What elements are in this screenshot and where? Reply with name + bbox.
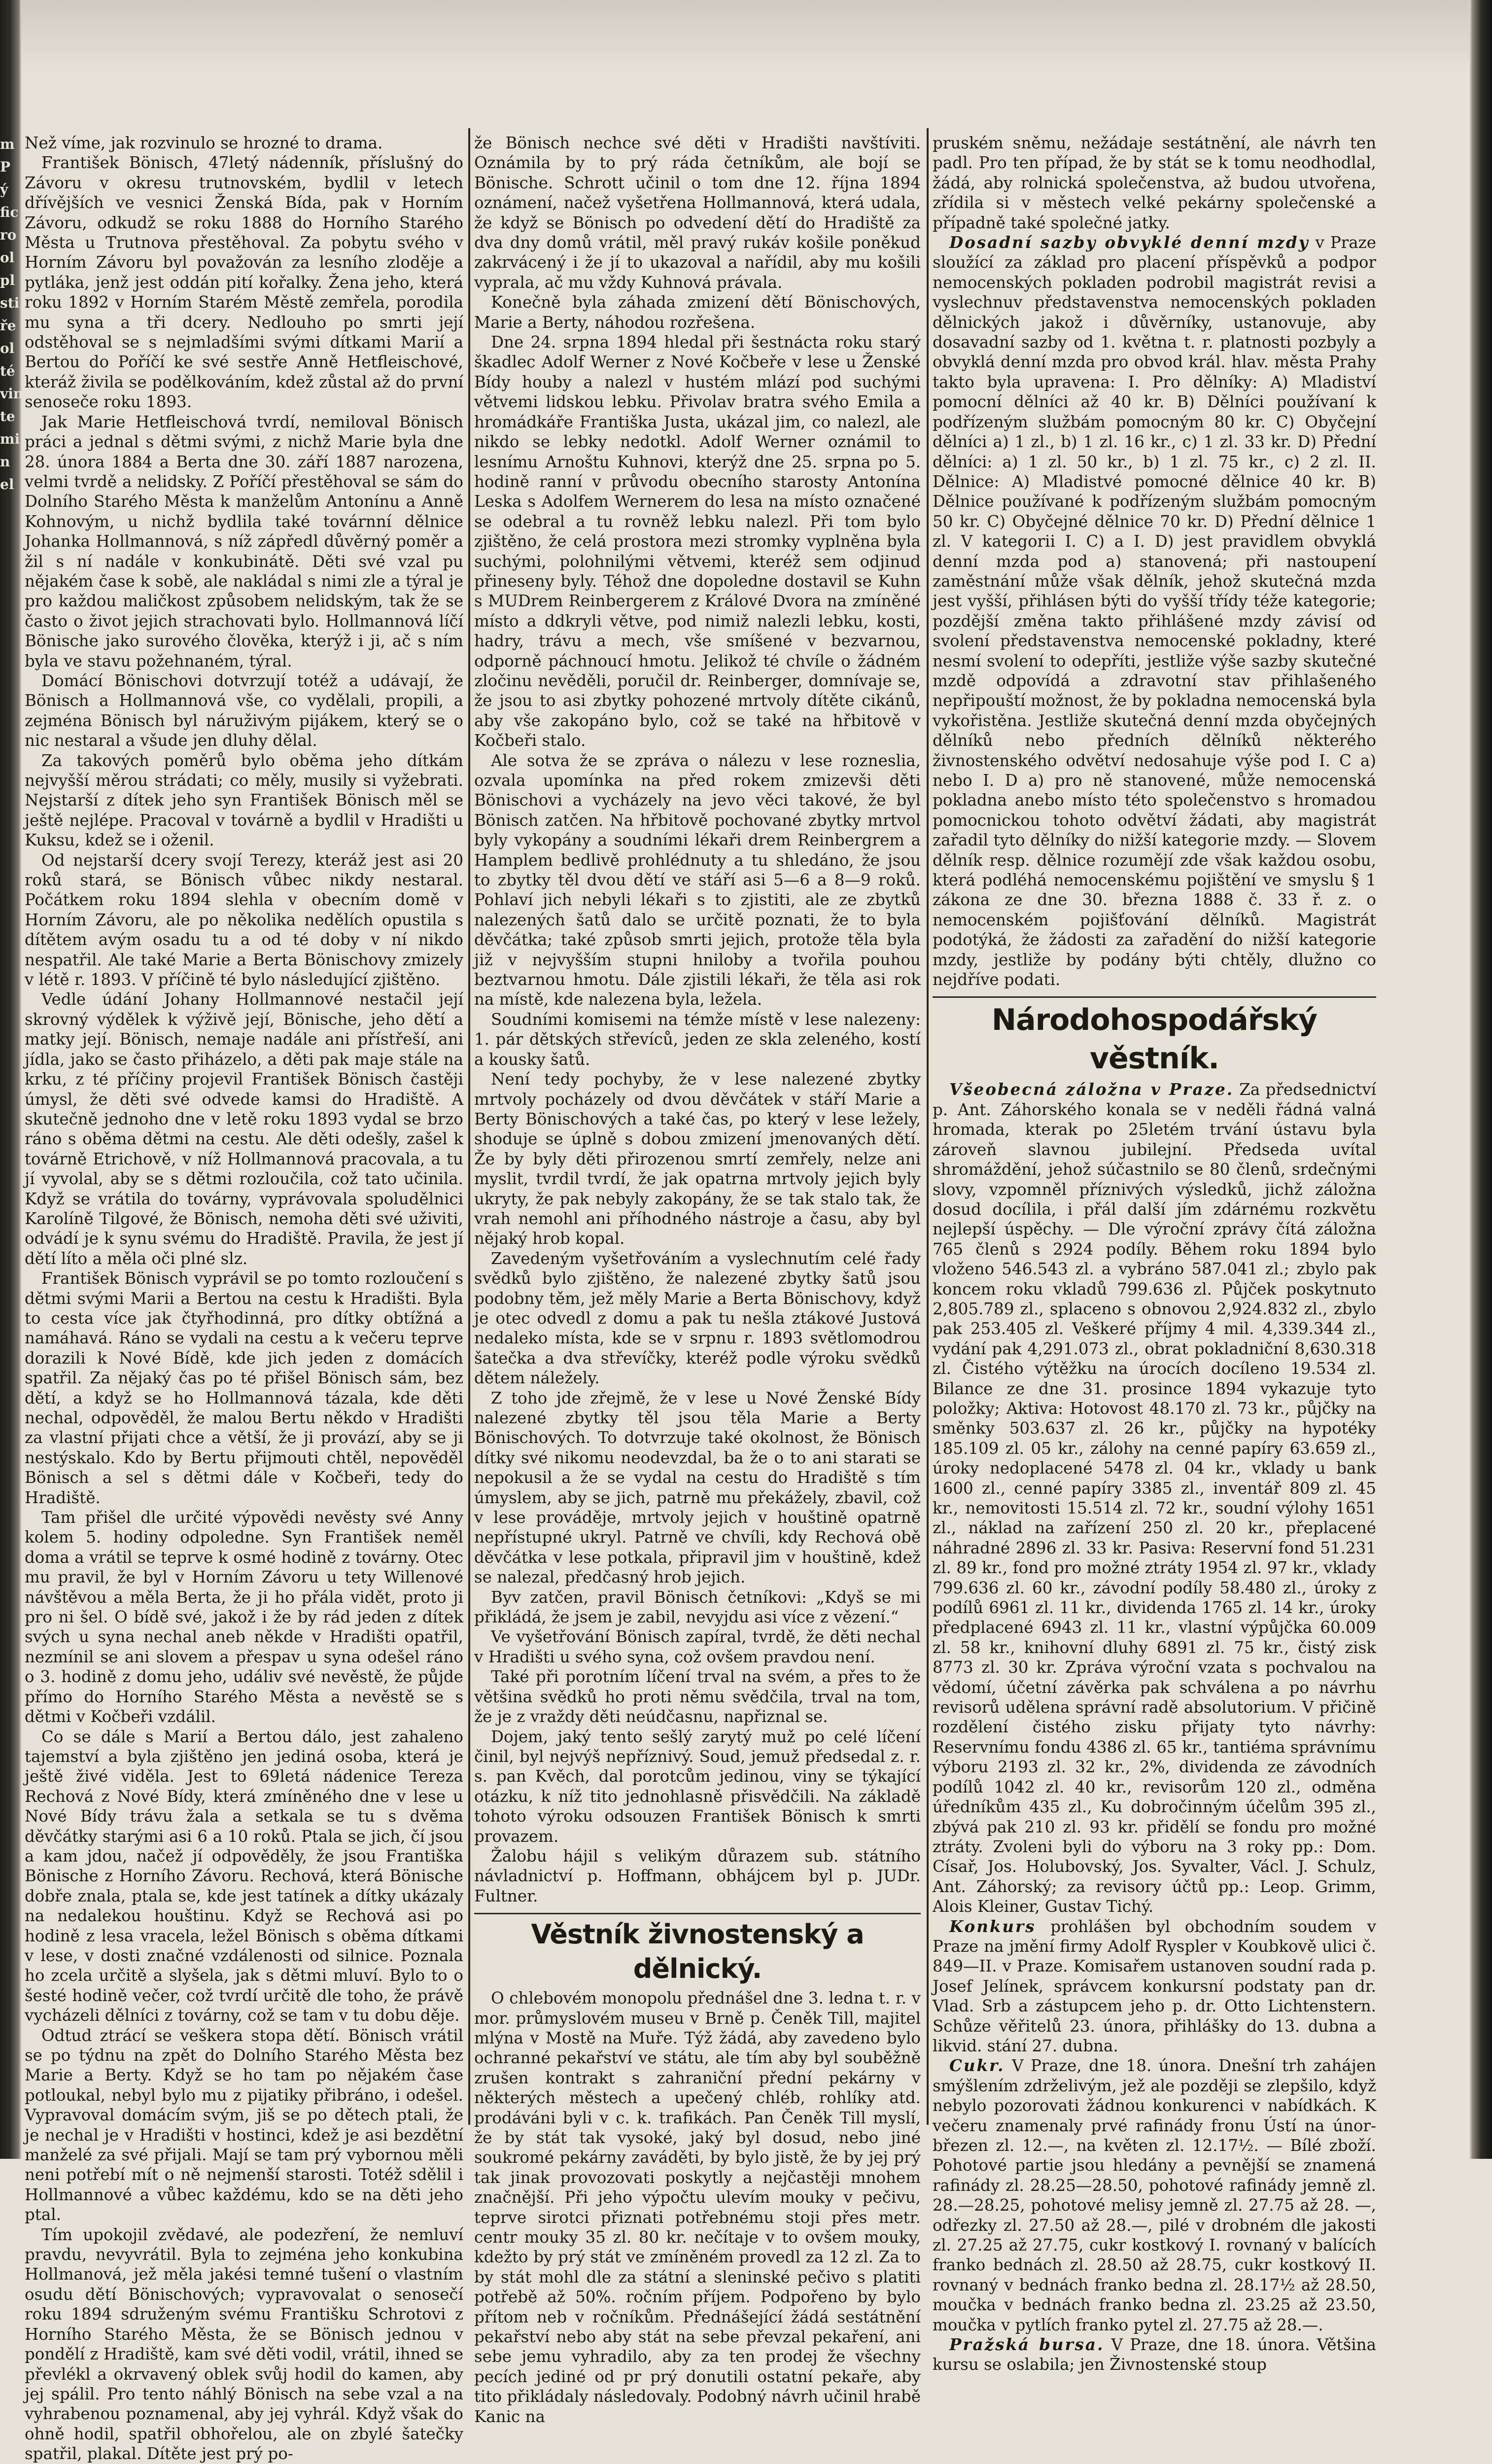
- section-masthead: Národohospodářský věstník.: [933, 996, 1376, 1078]
- paragraph-text: Není tedy pochyby, že v lese nalezené zbytky mrtvoly pocházely od dvou děvčátek v stáří Marie a Berty Bönischových a také čas, po který v lese ležely, shoduje se úplně s dobou zmizení jmenovaných dětí. Že by byly děti přirozenou smrtí zemřely, nelze ani myslit, tvrdil tvrdí, že jak opatrna mrtvoly jejich byly ukryty, že pak nebyly zakopány, že se tak stalo tak, že vrah nemohl ani příhodného nástroje a času, aby byl nějaký hrob kopal.: [474, 1070, 921, 1248]
- article-paragraph: [25, 850, 463, 990]
- paragraph-heading: Konkurs: [949, 1916, 1036, 1936]
- paragraph-text: prohlášen byl obchodním soudem v Praze na jmění firmy Adolf Ryspler v Koubkově ulici č. 849—II. v Praze. Komisařem ustanoven soudní rada p. Josef Jelínek, správcem konkursní podstaty pan dr. Vlad. Srb a zástupcem jeho p. dr. Otto Lichtenstern. Schůze věřitelů 23. února, přihlášky do 13. dubna a likvid. stání 27. dubna.: [933, 1917, 1376, 2055]
- left-margin-sliver: m P ý fic ro ol pl sti ře ol té vin te mi n el: [0, 136, 24, 493]
- paragraph-heading: Všeobecná záložna v Praze.: [949, 1080, 1234, 1099]
- paragraph-text: Také při porotním líčení trval na svém, a přes to že většina svědků ho proti němu svědčila, trval na tom, že je z vraždy děti neúdčasnu, napřiznal se.: [474, 1667, 921, 1726]
- paragraph-text: Žalobu hájil s velikým důrazem sub. státního návladnictví p. Hoffmann, obhájcem byl p. JUDr. Fultner.: [474, 1846, 921, 1905]
- article-paragraph: [933, 233, 1376, 989]
- paragraph-text: O chlebovém monopolu přednášel dne 3. ledna t. r. v mor. průmyslovém museu v Brně p. Čeněk Till, majitel mlýna v Mostě na Muře. Týž žádá, aby zavedeno bylo ochranné pekařství ve státu, ale tím aby byl souběžně zrušen kontrakt s zahraniční přední pekárny v některých městech a upečený chléb, rohlíky atd. prodáváni byli v c. k. trafikách. Pan Čeněk Till myslí, že by stát tak vysoké, jaký byl dosud, nebo jiné soukromé pekárny zaváděti, by bylo jistě, že by jej prý tak jinak provozovati poskytly a nejčastěji mnohem značnější. Při jeho výpočtu ulevím mouky v pečivu, teprve sirotci přiznati potřebnému stoji přes metr. centr mouky 35 zl. 80 kr. nečítaje v to ovšem mouky, kdežto by prý stát ve zmíněném provedl za 12 zl. Za to by stát mohl dle za státní a sleninské pečivo s platiti potřebě až 50%. ročním příjem. Podpořeno by bylo přítom neb v ročníkům. Přednášející žádá sestátnění pekařství nebo aby stát na sebe převzal pekaření, ani sebe jemu vyhradilo, aby za ten prodej že všechny pecích jediné od pr prý donutili ostatní pekaře, aby tito přikládaly následovaly. Podobný návrh učinil hrabě Kanic na: [474, 1989, 921, 2426]
- article-paragraph: [25, 133, 463, 153]
- paragraph-text: František Bönisch, 47letý nádenník, příslušný do Závoru v okresu trutnovském, bydlil v letech dřívějších ve vesnici Ženská Bída, pak v Horním Závoru, odkudž se roku 1888 do Horního Starého Města u Trutnova přestěhoval. Za pobytu svého v Horním Závoru byl považován za lesního zloděje a pytláka, jenž jest oddán pití kořalky. Žena jeho, která roku 1892 v Horním Starém Městě zemřela, porodila mu syna a tři dcery. Nedlouho po smrti její odstěhoval se s nejmladšími svými dítkami Marií a Bertou do Poříčí ke své sestře Anně Hetfleischové, kteráž živila se podělkováním, kdež zůstal až do první senoseče roku 1893.: [25, 153, 463, 412]
- paragraph-text: Co se dále s Marií a Bertou dálo, jest zahaleno tajemství a byla zjištěno jen jediná osoba, která je ještě živé viděla. Jest to 69letá nádenice Tereza Rechová z Nové Bídy, která zmíněného dne v lese u Nové Bídy trávu žala a setkala se tu s dvěma děvčátky starými asi 6 a 10 roků. Ptala se jich, čí jsou a kam jdou, načež jí odpověděly, že jsou Františka Bönische z Horního Závoru. Rechová, která Bönische dobře znala, ptala se, kde jest tatínek a dítky ukázaly na nedalekou houštinu. Když se Rechová asi po hodině z lesa vracela, ležel Bönisch s oběma dítkami v lese, v dosti značné vzdálenosti od silnice. Poznala ho zcela určitě a slyšela, jak s dětmi mluví. Bylo to o šesté hodině večer, což tvrdí určitě dle toho, že právě vycházeli dělníci z továrny, což se tam v tu dobu děje.: [25, 1727, 463, 2025]
- paragraph-text: Konečně byla záhada zmizení dětí Bönischových, Marie a Berty, náhodou rozřešena.: [474, 293, 921, 332]
- paragraph-text: pruském sněmu, nežádaje sestátnění, ale návrh ten padl. Pro ten případ, že by stát se k tomu neodhodlal, žádá, aby rolnická společenstva, až budou utvořena, zřídila si v městech velké pekárny společenské a případně také společné jatky.: [933, 134, 1376, 232]
- paragraph-text: Z toho jde zřejmě, že v lese u Nové Ženské Bídy nalezené zbytky těl jsou těla Marie a Berty Bönischových. To dotvrzuje také okolnost, že Bönisch dítky své nikomu neodevzdal, ba že o to ani starati se nepokusil a že se vydal na cestu do Hradiště s tím úmyslem, aby se jich, patrně mu překážely, zbavil, což v lese prováděje, mrtvoly jejich v houštině opatrně nepřístupné ukryl. Patrně ve chvíli, kdy Rechová obě děvčátka v lese potkala, připravil jim v houštině, kdež se nalezal, předčasný hrob jejich.: [474, 1388, 921, 1587]
- article-paragraph: [933, 1080, 1376, 1916]
- paragraph-text: Tím upokojil zvědavé, ale podezření, že nemluví pravdu, nevyvrátil. Byla to zejména jeho konkubina Hollmanová, jež měla jakési temné tušení o vlastním osudu dětí Bönischových; vypravovalat o senosečí roku 1894 sdruženým svému Františku Schrotovi z Horního Starého Města, že se Bönisch jednou v pondělí z Hradiště, kam své děti vodil, vrátil, ihned se převlékl a okrvavený oblek svůj hodil do kamen, aby jej spálil. Pro tento náhlý Bönisch na sebe vzal a na vyhrabenou poznamenal, aby jej vyhrál. Když však do ohně hodil, spatřil obhořelou, ale on zbylé šatečky spatřil, plakal. Dítěte jest prý po-: [25, 2225, 463, 2464]
- paragraph-text: Dojem, jaký tento sešlý zarytý muž po celé líčení činil, byl nejvýš nepříznivý. Soud, jemuž předsedal z. r. s. pan Kvěch, dal porotcům jedinou, viny se týkající otázku, k níž tito jednohlasně přisvědčili. Na základě tohoto výroku odsouzen František Bönisch k smrti provazem.: [474, 1727, 921, 1846]
- scan-top-shade: [0, 0, 1492, 74]
- paragraph-text: v Praze sloužící za základ pro placení příspěvků a podpor nemocenských pokladen podrobil magistrát revisi a vyslechnuv představenstva nemocenských pokladen dělnických jakož i důvěrníky, ustanovuje, aby dosavadní sazby od 1. května t. r. platnosti pozbyly a obvyklá denní mzda pro obvod král. hlav. města Prahy takto byla upravena: I. Pro dělníky: A) Mladiství pomocní dělníci až 40 kr. B) Dělníci používaní k podřízeným službám pomocným 80 kr. C) Obyčejní dělníci a) 1 zl., b) 1 zl. 16 kr., c) 1 zl. 33 kr. D) Přední dělníci: a) 1 zl. 50 kr., b) 1 zl. 75 kr., c) 2 zl. II. Dělnice: A) Mladistvé pomocné dělnice 40 kr. B) Dělnice používané k podřízeným službám pomocným 50 kr. C) Obyčejné dělnice 70 kr. D) Přední dělnice 1 zl. V kategorii I. C) a I. D) jest pravidlem obvyklá denní mzda pod a) stanovená; při nastoupení zaměstnání může však dělník, jehož skutečná mzda jest vyšší, přihlásen býti do vyšší třídy téže kategorie; pozdější změna takto přihlášené mzdy závisí od svolení představenstva nemocenské pokladny, které nesmí svolení to odepříti, jestliže výše sazby skutečné mzdě odpovídá a zdravotní stav přihlašeného nepřipouští možnost, že by pokladna nemocenská byla vykořistěna. Jestliže skutečná denní mzda obyčejných dělníků nebo předních dělníků některého živnostenského odvětví nedosahuje výše pod I. C a) nebo I. D a) pro ně stanovené, může nemocenská pokladna anebo místo této společenstvo s hromadou pomocnickou tohoto odvětví žádati, aby magistrát zařadil tyto dělníky do nižší kategorie mzdy. — Slovem dělník resp. dělnice rozumějí zde však každou osobu, která podléhá nemocenskému pojištění ve smyslu § 1 zákona ze dne 30. března 1888 č. 33 ř. z. o nemocenském pojišťování dělníků. Magistrát podotýká, že žádosti za zařadění do nižší kategorie mzdy, jestliže by podány býti chtěly, dlužno co nejdříve podati.: [933, 233, 1376, 989]
- paragraph-text: Domácí Bönischovi dotvrzují totéž a udávají, že Bönisch a Hollmannová vše, co vydělali, propili, a zejména Bönisch byl náruživým pijákem, který se o nic nestaral a všude jen dluhy dělal.: [25, 671, 463, 750]
- paragraph-text: V Praze, dne 18. února. Většina kursu se oslabila; jen Živnostenské stoup: [933, 2335, 1376, 2374]
- article-paragraph: [474, 133, 921, 292]
- article-paragraph: [25, 2026, 463, 2225]
- paragraph-text: že Bönisch nechce své děti v Hradišti navštíviti. Oznámila by to prý ráda četníkům, ale bojí se Bönische. Schrott učinil o tom dne 12. října 1894 oznámení, načež vyšetřena Hollmannová, která udala, že když se Bönisch po odvedení dětí do Hradiště za dva dny domů vrátil, měl pravý rukáv košile poněkud zakrvácený i že jí to ukazoval a nařídil, aby mu košili vyprala, ač mu vždy Kuhnová právala.: [474, 134, 921, 292]
- article-paragraph: [25, 671, 463, 751]
- paragraph-text: Dne 24. srpna 1894 hledal při šestnácta roku starý škadlec Adolf Werner z Nové Kočbeře v lese u Ženské Bídy houby a nalezl v hustém mlází pod suchými větvemi lidskou lebku. Přivolav bratra svého Emila a hromádkáře Františka Justa, ukázal jim, co nalezl, ale nikdo se lebky nedotkl. Adolf Werner oznámil to lesnímu Arnoštu Kuhnovi, kterýž dne 25. srpna po 5. hodině ranní v průvodu obecního starosty Antonína Leska s Adolfem Wernerem do lesa na místo označené se odebral a tu rovněž lebku nalezl. Při tom bylo zjištěno, že celá prostora mezi stromky vyplněna byla suchými, polohnilými větvemi, kteréž sem odjinud přineseny byly. Téhož dne dopoledne dostavil se Kuhn s MUDrem Reinbergerem z Králové Dvora na zmíněné místo a ddkryli větve, pod nimiž nalezli lebku, kosti, hadry, trávu a mech, vše smíšené v bezvarnou, odporně páchnoucí hmotu. Jelikož té chvíle o žádném zločinu nevěděli, poručil dr. Reinberger, domnívaje se, že jsou to asi zbytky pohozené mrtvoly dítěte cikánů, aby vše zakopáno bylo, což se také na hřbitově v Kočbeři stalo.: [474, 333, 921, 750]
- paragraph-text: Než víme, jak rozvinulo se hrozné to drama.: [25, 134, 383, 152]
- article-paragraph: [474, 1388, 921, 1587]
- paragraph-heading: Pražská bursa.: [949, 2335, 1105, 2355]
- column-rule-1: [468, 128, 470, 2125]
- column-1: [25, 133, 463, 2464]
- article-paragraph: [474, 1988, 921, 2427]
- article-paragraph: [25, 1268, 463, 1508]
- paragraph-text: Byv zatčen, pravil Bönisch četníkovi: „Kdyš se mi přikládá, že jsem je zabil, nevyjdu asi více z vězení.“: [474, 1587, 921, 1627]
- paragraph-heading: Cukr.: [949, 2056, 1005, 2076]
- article-paragraph: [25, 2225, 463, 2464]
- paragraph-text: Odtud ztrácí se veškera stopa dětí. Bönisch vrátil se po týdnu na zpět do Dolního Starého Města bez Marie a Berty. Když se ho tam po nějakém čase potloukal, nebyl bylo mu z pijatiky přibráno, i odešel. Vypravoval domácím svým, jiš se po dětech ptali, že je nechal je v Hradišti v hostinci, kdež je asi bezdětní manželé za své přijali. Mají se tam prý vybornou měli neni potřebí mít o ně nejmenší starosti. Totéž sdělil i Hollmannové a vůbec každému, kdo se na děti jeho ptal.: [25, 2026, 463, 2224]
- article-paragraph: [25, 153, 463, 412]
- article-paragraph: [474, 1627, 921, 1667]
- article-paragraph: [474, 1587, 921, 1627]
- paragraph-text: Ale sotva že se zpráva o nálezu v lese rozneslia, ozvala upomínka na před rokem zmizevši děti Bönischovi a vycházely na jevo věci takové, že byl Bönisch zatčen. Na hřbitově pochované zbytky mrtvol byly vykopány a soudními lékaři drem Reinbergrem a Hamplem bedlivě prohlédnuty a tu shledáno, že jsou to zbytky těl dvou dětí ve stáří asi 5—6 a 8—9 roků. Pohlaví jich nebyli lékaři s to zjistiti, ale ze zbytků nalezených šatů dalo se určitě poznati, že to byla děvčátka; také způsob smrti jejich, protože těla byla již v nejvyšším stupni hniloby a tvořila pouhou beztvarnou hmotu. Dále zjistili lékaři, že těla asi rok na místě, kde nalezena byla, ležela.: [474, 751, 921, 1009]
- paragraph-text: Soudními komisemi na témže místě v lese nalezeny: 1. pár dětských střevíců, jeden ze skla zeleného, kostí a kousky šatů.: [474, 1010, 921, 1069]
- article-paragraph: [25, 1508, 463, 1726]
- paragraph-text: Jak Marie Hetfleischová tvrdí, nemiloval Bönisch práci a jednal s dětmi svými, z nichž Marie byla dne 28. února 1884 a Berta dne 30. září 1887 narozena, velmi tvrdě a nelidsky. Z Poříčí přestěhoval se sám do Dolního Starého Města k manželům Antonínu a Anně Kohnovým, u nichž bydlila také továrnní dělnice Johanka Hollmannová, s níž zápředl důvěrný poměr a žil s ní nadále v konkubinátě. Děti své vzal pu nějakém čase k sobě, ale nakládal s nimi zle a týral je pro každou maličkost způsobem nelidským, tak že se často o život jejich strachovati bylo. Hollmannová líčí Bönische jako surového člověka, kterýž i ji, ač s ním byla ve stavu požehnaném, týral.: [25, 412, 463, 670]
- article-paragraph: [474, 1010, 921, 1069]
- column-3: [933, 133, 1376, 2374]
- paragraph-text: Za předsednictví p. Ant. Záhorského konala se v neděli řádná valná hromada, kterak po 25letém trvání ústavu byla zároveň slavnou jubilejní. Předseda uvítal shromáždění, jehož súčastnilo se 80 členů, srdečnými slovy, vzpomněl příznivých výsledků, jichž záložna dosud docílila, i přál další jím zdárnému rozkvětu nejlepší úspěchy. — Dle výroční zprávy čítá záložna 765 členů s 2924 podíly. Během roku 1894 bylo vloženo 546.543 zl. a vybráno 587.041 zl.; zbylo pak koncem roku vkladů 799.636 zl. Půjček poskytnuto 2,805.789 zl., splaceno s obnovou 2,924.832 zl., zbylo pak 253.405 zl. Veškeré příjmy 4 mil. 4,339.344 zl., vydání pak 4,291.073 zl., obrat pokladniční 8,630.318 zl. Čistého výtěžku na úrocích docíleno 19.534 zl. Bilance ze dne 31. prosince 1894 vykazuje tyto položky; Aktiva: Hotovost 48.170 zl. 73 kr., půjčky na směnky 503.637 zl. 26 kr., půjčky na hypotéky 185.109 zl. 05 kr., zálohy na cenné papíry 63.659 zl., úroky nedoplacené 5478 zl. 04 kr., vklady u bank 1600 zl., cenné papíry 3385 zl., inventář 809 zl. 45 kr., nemovitosti 15.514 zl. 72 kr., soudní výlohy 1651 zl., náklad na zařízení 250 zl. 20 kr., přeplacené náhradné 2896 zl. 33 kr. Pasiva: Reservní fond 51.231 zl. 89 kr., fond pro možné ztráty 1954 zl. 97 kr., vklady 799.636 zl. 60 kr., závodní podíly 58.480 zl., úroky z podílů 6961 zl. 11 kr., dividenda 1765 zl. 14 kr., úroky předplacené 6943 zl. 11 kr., vlastní výpůjčka 60.009 zl. 58 kr., knihovní dluhy 6891 zl. 75 kr., čistý zisk 8773 zl. 30 kr. Zpráva výroční vzata s pochvalou na vědomí, účetní závěrka pak schválena a po návrhu revisorů udělena správní radě absolutorium. V přičině rozdělení čistého zisku přijaty tyto návrhy: Reservnímu fondu 4386 zl. 65 kr., tantiéma správnímu výboru 2193 zl. 32 kr., 2%, dividenda ze závodních podílů 1042 zl. 40 kr., revisorům 120 zl., odměna úředníkům 435 zl., Ku dobročinným účelům 395 zl., zbývá pak 210 zl. 93 kr. přidělí se fondu pro možné ztráty. Zvoleni byli do výboru na 3 roky pp.: Dom. Císař, Jos. Holubovský, Jos. Syvalter, Václ. J. Schulz, Ant. Záhorský; za revisory účtů pp.: Leop. Grimm, Alois Kleiner, Gustav Tichý.: [933, 1080, 1376, 1916]
- article-paragraph: [933, 2056, 1376, 2335]
- paragraph-text: Ve vyšetřování Bönisch zapíral, tvrdě, že děti nechal v Hradišti u svého syna, což ovšem pravdou není.: [474, 1627, 921, 1666]
- paragraph-text: Za takových poměrů bylo oběma jeho dítkám nejvyšší měrou strádati; co měly, musily si vyžebrati. Nejstarší z dítek jeho syn František Bönisch měl se ještě nejlépe. Pracoval v továrně a bydlil v Hradišti u Kuksu, kdež se i oženil.: [25, 751, 463, 850]
- paragraph-heading: Dosadní sazby obvyklé denní mzdy: [949, 233, 1310, 252]
- section-masthead: Věstník živnostenský a dělnický.: [474, 1913, 921, 1986]
- article-paragraph: [474, 332, 921, 751]
- article-paragraph: [474, 751, 921, 1010]
- scan-right-edge: [1469, 0, 1492, 2159]
- column-2: [474, 133, 921, 2426]
- article-paragraph: [474, 1667, 921, 1726]
- paragraph-text: František Bönisch vyprávil se po tomto rozloučení s dětmi svými Marii a Bertou na cestu k Hradišti. Byla to cesta více jak čtyřhodinná, pro dítky obtížná a namáhavá. Ráno se vydali na cestu a k večeru teprve dorazili k Nové Bídě, kde jich jeden z domácích spatřil. Za nějaký čas po té přišel Bönisch sám, bez dětí, a když se ho Hollmannová tázala, kde děti nechal, odpověděl, že malou Bertu někdo v Hradišti za vlastní přijati chce a větší, že ji provází, aby se ji nestýskalo. Kdo by Bertu přijmouti chtěl, nepověděl Bönisch a sel s dětmi dále v Kočbeři, tedy do Hradiště.: [25, 1269, 463, 1507]
- paragraph-text: Od nejstarší dcery svojí Terezy, kteráž jest asi 20 roků stará, se Bönisch vůbec nikdy nestaral. Počátkem roku 1894 slehla v obecním domě v Horním Závoru, ale po několika nedělích opustila s dítětem avým osadu tu a od té doby v ní nikdo nespatřil. Ale také Marie a Berta Bönischovy zmizely v létě r. 1893. V příčině té bylo následující zjištěno.: [25, 850, 463, 989]
- article-paragraph: [933, 1917, 1376, 2056]
- article-paragraph: [474, 1249, 921, 1388]
- article-paragraph: [474, 1727, 921, 1846]
- paragraph-text: Tam přišel dle určité výpovědi nevěsty své Anny kolem 5. hodiny odpoledne. Syn František neměl doma a vrátil se teprve k osmé hodině z továrny. Otec mu pravil, že byl v Horním Závoru u tety Willenové návštěvou a měla Berta, že ji ho přála vidět, proto ji pro ni šel. O bídě své, jakož i že by rád jeden z dítek svých u syna nechal aneb někde v Hradišti opatřil, nezmínil se ani slovem a přespav u syna odešel ráno o 3. hodině z domu jeho, událiv své nevěstě, že půjde přímo do Horního Starého Města a nevěstě se s dětmi v Kočbeři vzdálil.: [25, 1508, 463, 1726]
- paragraph-text: V Praze, dne 18. února. Dnešní trh zahájen smýšlením zdrželivým, jež ale později se zlepšilo, když nebylo pozorovati žádnou konkurenci v nabídkách. K večeru znamenaly prvé rafinády fronu Ústí na únor-březen zl. 12.—, na květen zl. 12.17½. — Bílé zboží. Pohotové partie jsou hledány a pevnější se znamená rafinády zl. 28.25—28.50, pohotové rafinády jemně zl. 28.—28.25, pohotové melisy jemně zl. 27.75 až 28. —, odřezky zl. 27.50 až 28.—, pilé v drobném dle jakosti zl. 27.25 až 27.75, cukr kostkový I. rovnaný v balících franko bednách zl. 28.50 až 28.75, cukr kostkový II. rovnaný v bednách franko bedna zl. 28.17½ až 28.50, moučka v bednách franko bedna zl. 23.25 až 23.50, moučka v pytlích franko pytel zl. 27.75 až 28.—.: [933, 2056, 1376, 2334]
- article-paragraph: [474, 1069, 921, 1249]
- article-paragraph: [933, 133, 1376, 233]
- article-paragraph: [25, 989, 463, 1268]
- article-paragraph: [933, 2335, 1376, 2375]
- article-paragraph: [474, 1846, 921, 1906]
- article-paragraph: [25, 1727, 463, 2026]
- paragraph-text: Vedle údání Johany Hollmannové nestačil její skrovný výdělek k výživě její, Bönische, jeho dětí a matky její. Bönisch, nemaje nadále ani přístřeší, ani jídla, jako se často přiházelo, a děti pak maje stále na krku, z té příčiny projevil František Bönisch častěji úmysl, že děti své odvede kamsi do Hradiště. A skutečně jednoho dne v letě roku 1893 vydal se brzo ráno s oběma dětmi na cestu. Ale děti odešly, zašel k továrně Etrichově, v níž Hollmannová pracovala, a tu jí vyvolal, aby se s dětmi rozloučila, což tato učinila. Když se vrátila do továrny, vyprávovala spoludělnici Karolíně Tilgové, že Bönisch, nemoha děti své uživiti, odvádí je k synu svému do Hradiště. Pravila, že jest jí dětí líto a měla oči plné slz.: [25, 990, 463, 1268]
- article-paragraph: [25, 412, 463, 671]
- paragraph-text: Zavedeným vyšetřováním a vyslechnutím celé řady svědků bylo zjištěno, že nalezené zbytky šatů jsou podobny těm, jež měly Marie a Berta Bönischovy, když je otec odvedl z domu a pak tu nešla ztákové Justová nedaleko místa, kde se v srpnu r. 1893 světlomodrou šatečka a dva střevíčky, kteréž podle výroku svědků dětem náležely.: [474, 1249, 921, 1388]
- column-rule-2: [927, 128, 929, 2125]
- article-paragraph: [25, 751, 463, 850]
- article-paragraph: [474, 292, 921, 332]
